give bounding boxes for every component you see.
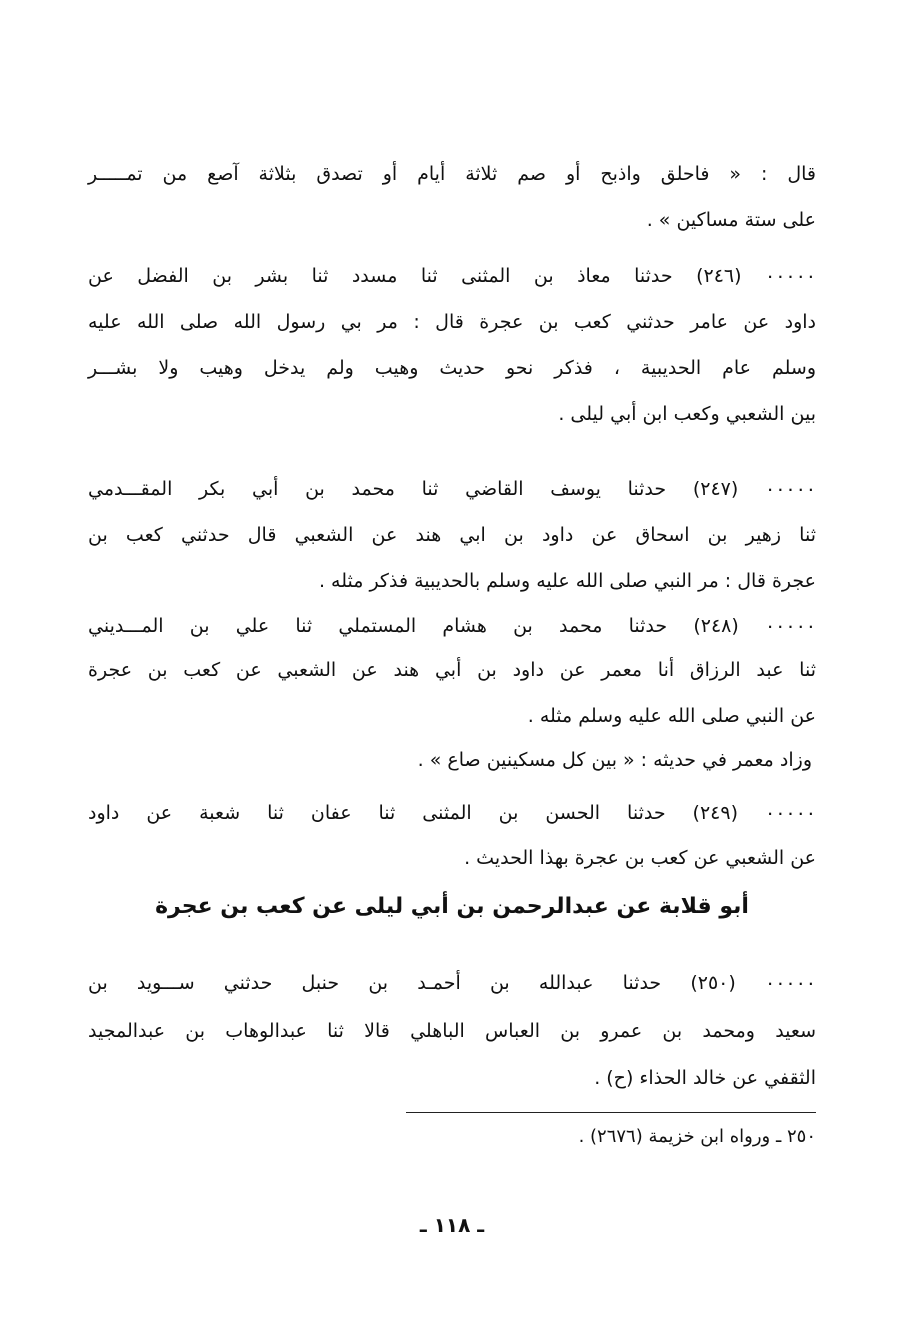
hadith-250-line: ٠٠٠٠٠ (٢٥٠) حدثنا عبدالله بن أحمـد بن حنبل حدثني ســـويد بن	[88, 972, 817, 994]
text-line: ثنا عبد الرزاق أنا معمر عن داود بن أبي هند عن الشعبي عن كعب بن عجرة	[88, 659, 816, 681]
text-line: عن الشعبي عن كعب بن عجرة بهذا الحديث .	[464, 847, 816, 869]
section-heading: أبو قلابة عن عبدالرحمن بن أبي ليلى عن كعب بن عجرة	[155, 894, 749, 919]
text-line: ثنا زهير بن اسحاق عن داود بن ابي هند عن الشعبي قال حدثني كعب بن	[88, 524, 816, 546]
hadith-249-line: ٠٠٠٠٠ (٢٤٩) حدثنا الحسن بن المثنى ثنا عفان ثنا شعبة عن داود	[88, 802, 817, 824]
text-line: الثقفي عن خالد الحذاء (ح) .	[594, 1067, 816, 1089]
hadith-248-line: ٠٠٠٠٠ (٢٤٨) حدثنا محمد بن هشام المستملي ثنا علي بن المـــديني	[88, 615, 816, 637]
text-line: قال : « فاحلق واذبح أو صم ثلاثة أيام أو تصدق بثلاثة آصع من تمـــــر	[88, 163, 816, 185]
text-line: عن النبي صلى الله عليه وسلم مثله .	[527, 705, 816, 727]
footnote-separator	[406, 1112, 816, 1113]
text-line: عجرة قال : مر النبي صلى الله عليه وسلم بالحديبية فذكر مثله .	[318, 570, 816, 592]
text-line: سعيد ومحمد بن عمرو بن العباس الباهلي قالا ثنا عبدالوهاب بن عبدالمجيد	[88, 1020, 816, 1042]
text-line: على ستة مساكين » .	[646, 209, 816, 231]
text-line: وسلم عام الحديبية ، فذكر نحو حديث وهيب ولم يدخل وهيب ولا بشـــر	[88, 357, 816, 379]
hadith-246-line: ٠٠٠٠٠ (٢٤٦) حدثنا معاذ بن المثنى ثنا مسدد ثنا بشر بن الفضل عن	[88, 265, 817, 287]
text-line: وزاد معمر في حديثه : « بين كل مسكينين صاع » .	[417, 749, 812, 771]
text-line: داود عن عامر حدثني كعب بن عجرة قال : مر بي رسول الله صلى الله عليه	[88, 311, 816, 333]
footnote: ٢٥٠ ـ ورواه ابن خزيمة (٢٦٧٦) .	[578, 1126, 816, 1147]
page-number: ـ ١١٨ ـ	[419, 1213, 485, 1237]
text-line: بين الشعبي وكعب ابن أبي ليلى .	[558, 403, 816, 425]
hadith-247-line: ٠٠٠٠٠ (٢٤٧) حدثنا يوسف القاضي ثنا محمد بن أبي بكر المقـــدمي	[88, 478, 817, 500]
